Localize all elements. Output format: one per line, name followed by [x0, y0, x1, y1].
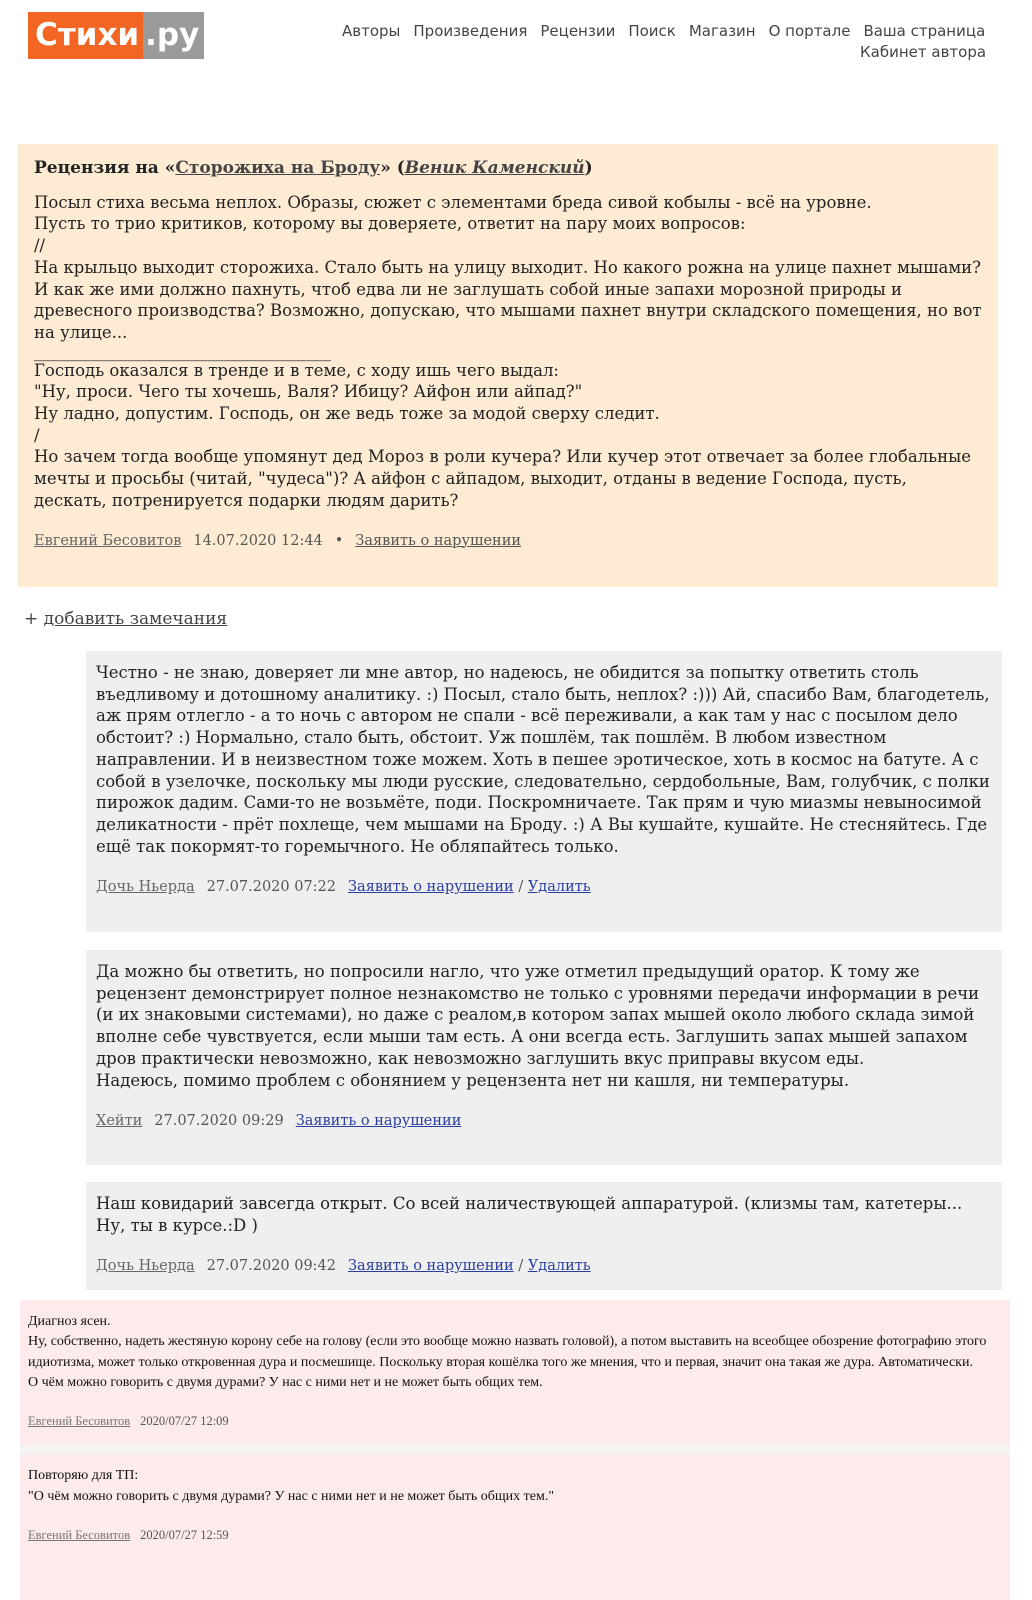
reply-text: Наш ковидарий завсегда открыт. Со всей наличествующей аппаратурой. (клизмы там, катетеры... Ну, ты в курсе.:D ): [96, 1194, 963, 1235]
delete-link[interactable]: Удалить: [527, 1258, 591, 1275]
report-violation-link[interactable]: Заявить о нарушении: [348, 1258, 514, 1275]
post-line: Диагноз ясен.: [28, 1314, 111, 1329]
review-author-link[interactable]: Евгений Бесовитов: [34, 532, 182, 549]
post-line: Повторяю для ТП:: [28, 1468, 139, 1484]
post-line: Ну, собственно, надеть жестяную корону себе на голову (если это вообще можно назвать головой), а потом выставить на всеобщее обозрение фотографию этого идиотизма, может только откровенная дура и посмешище. Поскольку вторая кошёлка того же мнения, что и первая, значит она такая же дура. Автоматически.: [28, 1334, 987, 1370]
reply-card: [86, 651, 1002, 932]
nav-author-cabinet[interactable]: Кабинет автора: [860, 43, 987, 61]
reply-text: Да можно бы ответить, но попросили нагло, что уже отметил предыдущий оратор. К тому же рецензент демонстрирует полное незнакомство не только с уровнями передачи информации в речи (и их знаковыми системами), но даже с реалом,в котором запах мышей около любого склада зимой вполне себе чувствуется, если мыши там есть. А они всегда есть. Заглушить запах мышей запахом дров практически невозможно, как невозможно заглушить вкус приправы вкусом еды.: [96, 962, 980, 1068]
review-line: ____________________________________: [34, 341, 331, 361]
review-meta: [34, 531, 982, 553]
review-line: Пусть то трио критиков, которому вы доверяете, ответит на пару моих вопросов:: [34, 214, 746, 234]
logo-text-domain: .ру: [143, 12, 204, 59]
guestbook-post: [28, 1312, 1002, 1431]
reply-date: 27.07.2020 09:29: [154, 1113, 284, 1130]
post-date: 2020/07/27 12:59: [140, 1528, 229, 1543]
meta-separator: /: [518, 879, 524, 896]
meta-bullet: •: [334, 532, 344, 549]
reply-meta: [96, 1256, 990, 1278]
plus-icon: +: [24, 609, 39, 629]
logo-text-main: Стихи: [28, 12, 143, 59]
post-divider: [20, 1445, 1010, 1454]
review-work-author-link[interactable]: Веник Каменский: [404, 158, 585, 178]
post-line: "О чём можно говорить с двумя дурами? У нас с ними нет и не может быть общих тем.": [28, 1488, 555, 1504]
nav-works[interactable]: Произведения: [413, 22, 528, 40]
review-line: Но зачем тогда вообще упомянут дед Мороз в роли кучера? Или кучер этот отвечает за более глобальные мечты и просьбы (читай, "чудеса")? А айфон с айпадом, выходит, отданы в ведение Господа, пусть, дескать, потренируется подарки людям дарить?: [34, 447, 977, 510]
review-date: 14.07.2020 12:44: [193, 532, 323, 549]
review-title-mid: » (: [380, 158, 405, 178]
reply-meta: [96, 877, 990, 899]
nav-reviews[interactable]: Рецензии: [540, 22, 616, 40]
guestbook-post: [28, 1466, 1002, 1545]
review-work-link[interactable]: Сторожиха на Броду: [175, 158, 381, 178]
nav-about[interactable]: О портале: [768, 22, 851, 40]
reply-meta: [96, 1111, 990, 1133]
delete-link[interactable]: Удалить: [527, 879, 591, 896]
post-author-link[interactable]: Евгений Бесовитов: [28, 1528, 131, 1543]
review-line: Ну ладно, допустим. Господь, он же ведь тоже за модой сверху следит.: [34, 404, 660, 424]
review-line: Посыл стиха весьма неплох. Образы, сюжет с элементами бреда сивой кобылы - всё на уровне.: [34, 192, 872, 212]
reply-date: 27.07.2020 09:42: [206, 1258, 337, 1275]
report-violation-link[interactable]: Заявить о нарушении: [348, 879, 514, 896]
review-title: [34, 158, 982, 180]
meta-separator: /: [518, 1258, 524, 1275]
site-logo[interactable]: [28, 12, 204, 59]
review-card: [18, 144, 998, 587]
report-violation-link[interactable]: Заявить о нарушении: [295, 1113, 462, 1130]
review-title-suffix: ): [584, 158, 593, 178]
guestbook-posts: [20, 1300, 1010, 1600]
reply-author-link[interactable]: Дочь Ньерда: [96, 1258, 195, 1275]
review-line: Господь оказался в тренде и в теме, с ходу ишь чего выдал:: [34, 360, 559, 380]
report-violation-link[interactable]: Заявить о нарушении: [355, 532, 522, 549]
nav-your-page[interactable]: Ваша страница: [863, 22, 986, 40]
review-line: //: [34, 236, 46, 256]
post-date: 2020/07/27 12:09: [140, 1414, 229, 1429]
add-note-link[interactable]: добавить замечания: [43, 609, 228, 629]
reply-text: Честно - не знаю, доверяет ли мне автор, но надеюсь, не обидится за попытку ответить столь въедливому и дотошному аналитику. :) Посыл, стало быть, неплох? :))) Ай, спасибо Вам, благодетель, аж прям отлегло - а то ночь с автором не спали - всё переживали, а как там у нас с посылом дело обстоит? :) Нормально, стало быть, обстоит. Уж пошлём, так пошлём. В любом известном направлении. И в неизвестном тоже можем. Хоть в пешее эротическое, хоть в космос на батуте. А с собой в узелочке, поскольку мы люди русские, следовательно, сердобольные, Вам, голубчик, с полки пирожок дадим. Сами-то не возьмёте, поди. Поскромничаете. Так прям и чую миазмы невыносимой деликатности - прёт похлеще, чем мышами на Броду. :) А Вы кушайте, кушайте. Не стесняйтесь. Где ещё так покормят-то горемычного. Не обляпайтесь только.: [96, 663, 990, 856]
reply-card: [86, 950, 1002, 1165]
reply-text: Надеюсь, помимо проблем с обонянием у рецензента нет ни кашля, ни температуры.: [96, 1070, 850, 1090]
post-meta: [28, 1525, 1002, 1545]
review-line: "Ну, проси. Чего ты хочешь, Валя? Ибицу? Айфон или айпад?": [34, 382, 583, 402]
review-text: [34, 192, 987, 512]
top-navigation: [342, 22, 992, 61]
post-meta: [28, 1411, 1002, 1431]
post-author-link[interactable]: Евгений Бесовитов: [28, 1414, 131, 1429]
reply-date: 27.07.2020 07:22: [206, 879, 337, 896]
reply-card: [86, 1182, 1002, 1290]
review-title-prefix: Рецензия на «: [34, 158, 176, 178]
reply-author-link[interactable]: Хейти: [96, 1113, 143, 1130]
review-line: На крыльцо выходит сторожиха. Стало быть на улицу выходит. Но какого рожна на улице пахнет мышами? И как же ими должно пахнуть, чтоб едва ли не заглушать собой иные запахи морозной природы и древесного производства? Возможно, допускаю, что мышами пахнет внутри складского помещения, но вот на улице...: [34, 257, 987, 342]
reply-author-link[interactable]: Дочь Ньерда: [96, 879, 195, 896]
nav-shop[interactable]: Магазин: [688, 22, 756, 40]
post-line: О чём можно говорить с двумя дурами? У нас с ними нет и не может быть общих тем.: [28, 1374, 543, 1390]
add-note: [24, 609, 227, 629]
nav-authors[interactable]: Авторы: [342, 22, 401, 40]
nav-search[interactable]: Поиск: [628, 22, 676, 40]
review-line: /: [34, 425, 40, 445]
